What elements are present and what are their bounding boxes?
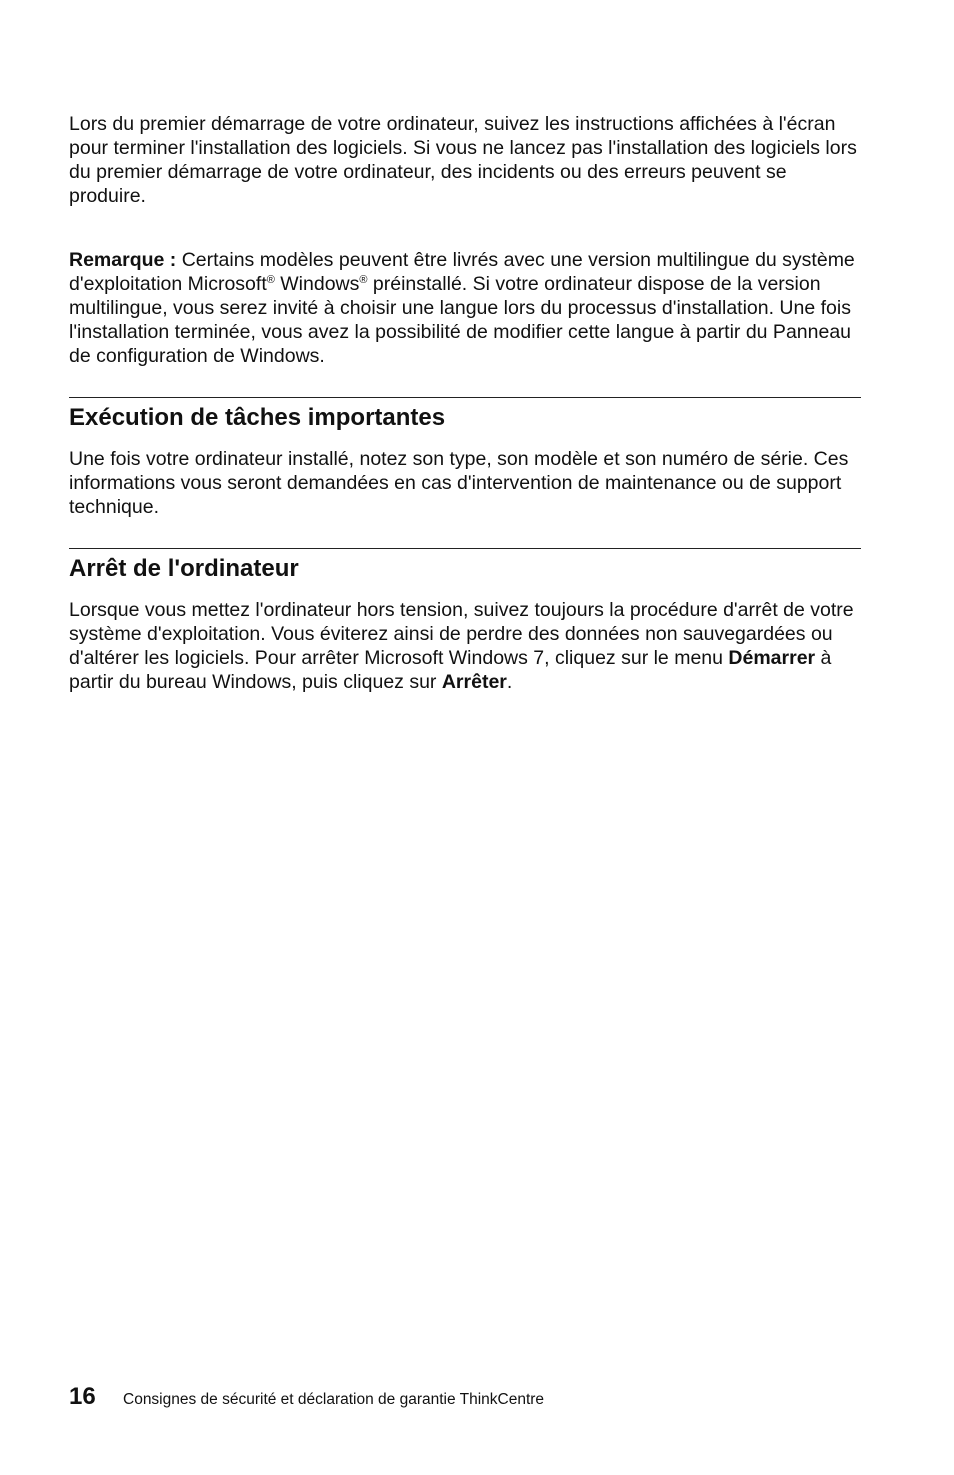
intro-paragraph: Lors du premier démarrage de votre ordinateur, suivez les instructions affichées à l'écran pour terminer l'installation des logiciels. Si vous ne lancez pas l'installation des logiciels lors du premier démarrage de votre ordinateur, des incidents ou des erreurs peuvent se produire. [69, 113, 857, 207]
note-label: Remarque : [69, 249, 177, 271]
registered-mark: ® [359, 274, 368, 286]
section-body: Une fois votre ordinateur installé, notez son type, son modèle et son numéro de série. Ces informations vous seront demandées en cas d'intervention de maintenance ou de support technique. [69, 448, 849, 518]
section-heading: Arrêt de l'ordinateur [69, 555, 299, 582]
footer-title: Consignes de sécurité et déclaration de garantie ThinkCentre [123, 1391, 545, 1408]
shutdown-text-a: Lorsque vous mettez l'ordinateur hors tension, suivez toujours la procédure d'arrêt de votre système d'exploitation. Vous éviterez ainsi de perdre des données non sauvegardées ou d'altérer les logiciels. Pour arrêter Microsoft Windows 7, cliquez sur le menu [69, 599, 854, 669]
section-important-tasks [69, 397, 861, 519]
shutdown-term: Arrêter [441, 671, 507, 693]
page-content [69, 112, 861, 694]
note-text-c: préinstallé. Si votre ordinateur dispose de la version multilingue, vous serez invité à choisir une langue lors du processus d'installation. Une fois l'installation terminée, vous avez la possibilité de modifier cette langue à partir du Panneau de configuration de Windows. [69, 273, 852, 367]
start-menu-term: Démarrer [728, 647, 816, 669]
section-shutdown [69, 548, 861, 694]
note-text-a: Certains modèles peuvent être livrés avec une version multilingue du système d'exploitation Microsoft [69, 249, 855, 295]
shutdown-text-c: . [506, 671, 513, 693]
note-text-b: Windows [274, 273, 360, 295]
note-paragraph [69, 248, 861, 368]
registered-mark: ® [266, 274, 275, 286]
page-number: 16 [69, 1383, 96, 1410]
page-footer [69, 1383, 544, 1411]
section-heading: Exécution de tâches importantes [69, 404, 446, 431]
shutdown-text-b: à partir du bureau Windows, puis cliquez sur [69, 647, 832, 693]
section-body [69, 598, 861, 694]
